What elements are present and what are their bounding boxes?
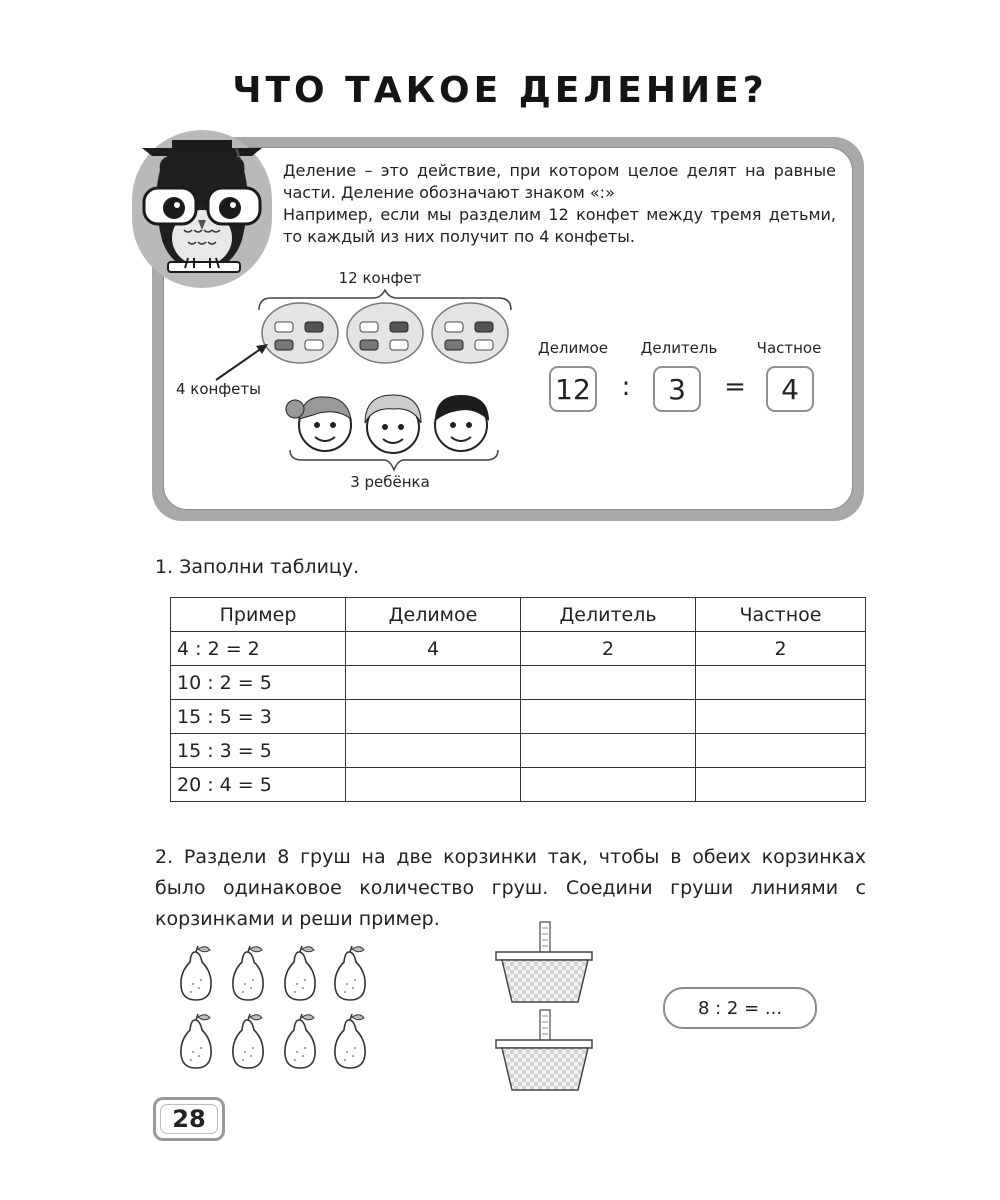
definition-text bbox=[283, 160, 836, 248]
table-row bbox=[171, 768, 866, 802]
table-row bbox=[171, 734, 866, 768]
page-number-badge bbox=[153, 1097, 225, 1141]
pear-icon[interactable] bbox=[181, 1014, 211, 1068]
divisor-cell[interactable] bbox=[521, 666, 696, 700]
candies-label: 12 конфет bbox=[338, 269, 422, 287]
candies-illustration bbox=[255, 288, 515, 372]
pear-icon[interactable] bbox=[181, 946, 211, 1000]
pear-icon[interactable] bbox=[285, 1014, 315, 1068]
quotient-cell[interactable] bbox=[696, 734, 866, 768]
basket-icon[interactable] bbox=[496, 1010, 592, 1090]
dividend-label: Делимое bbox=[537, 339, 608, 357]
children-label: 3 ребёнка bbox=[350, 473, 430, 491]
baskets-illustration bbox=[494, 920, 596, 1092]
page-title: ЧТО ТАКОЕ ДЕЛЕНИЕ? bbox=[232, 70, 768, 111]
basket-icon[interactable] bbox=[496, 922, 592, 1002]
divisor-cell: 2 bbox=[521, 632, 696, 666]
pear-icon[interactable] bbox=[233, 946, 263, 1000]
header-divisor: Делитель bbox=[521, 598, 696, 632]
definition-paragraph: Деление – это действие, при котором целое делят на равные части. Деление обозначают знаком «:» bbox=[283, 161, 836, 202]
dividend-box: 12 bbox=[549, 366, 597, 412]
table-row bbox=[171, 666, 866, 700]
divisor-cell[interactable] bbox=[521, 734, 696, 768]
pear-icon[interactable] bbox=[285, 946, 315, 1000]
table-row bbox=[171, 632, 866, 666]
example-cell: 20 : 4 = 5 bbox=[171, 768, 346, 802]
arrow-icon bbox=[212, 340, 272, 384]
dividend-cell[interactable] bbox=[346, 768, 521, 802]
pear-icon[interactable] bbox=[335, 1014, 365, 1068]
example-cell: 15 : 3 = 5 bbox=[171, 734, 346, 768]
candy-group bbox=[347, 303, 423, 363]
header-quotient: Частное bbox=[696, 598, 866, 632]
page-number: 28 bbox=[160, 1104, 218, 1134]
dividend-cell[interactable] bbox=[346, 666, 521, 700]
candy-group bbox=[432, 303, 508, 363]
quotient-cell[interactable] bbox=[696, 768, 866, 802]
quotient-box: 4 bbox=[766, 366, 814, 412]
table-row bbox=[171, 700, 866, 734]
divisor-label: Делитель bbox=[640, 339, 718, 357]
group-label: 4 конфеты bbox=[176, 380, 261, 398]
child-face bbox=[365, 395, 421, 453]
header-dividend: Делимое bbox=[346, 598, 521, 632]
candy-group bbox=[262, 303, 338, 363]
divisor-cell[interactable] bbox=[521, 768, 696, 802]
children-brace bbox=[288, 448, 500, 472]
dividend-cell: 4 bbox=[346, 632, 521, 666]
pear-icon[interactable] bbox=[335, 946, 365, 1000]
child-face bbox=[286, 397, 351, 451]
pears-illustration bbox=[170, 940, 380, 1080]
pear-icon[interactable] bbox=[233, 1014, 263, 1068]
quotient-cell[interactable] bbox=[696, 666, 866, 700]
divisor-box: 3 bbox=[653, 366, 701, 412]
example-expression[interactable]: 8 : 2 = ... bbox=[663, 987, 817, 1029]
dividend-cell[interactable] bbox=[346, 734, 521, 768]
equals-sign: = bbox=[724, 372, 746, 402]
table-header-row bbox=[171, 598, 866, 632]
example-cell: 10 : 2 = 5 bbox=[171, 666, 346, 700]
quotient-cell: 2 bbox=[696, 632, 866, 666]
quotient-cell[interactable] bbox=[696, 700, 866, 734]
child-face bbox=[435, 395, 489, 451]
division-table bbox=[170, 597, 866, 802]
example-cell: 15 : 5 = 3 bbox=[171, 700, 346, 734]
example-paragraph: Например, если мы разделим 12 конфет между тремя детьми, то каждый из них получит по 4 конфеты. bbox=[283, 205, 836, 246]
division-sign: : bbox=[621, 372, 631, 402]
divisor-cell[interactable] bbox=[521, 700, 696, 734]
task2-paragraph: 2. Раздели 8 груш на две корзинки так, чтобы в обеих корзинках было одинаковое количество груш. Соедини груши линиями с корзинками и реши пример. bbox=[155, 846, 866, 930]
task1-heading: 1. Заполни таблицу. bbox=[155, 556, 360, 578]
dividend-cell[interactable] bbox=[346, 700, 521, 734]
example-cell: 4 : 2 = 2 bbox=[171, 632, 346, 666]
quotient-label: Частное bbox=[756, 339, 822, 357]
header-example: Пример bbox=[171, 598, 346, 632]
owl-icon bbox=[132, 130, 282, 290]
